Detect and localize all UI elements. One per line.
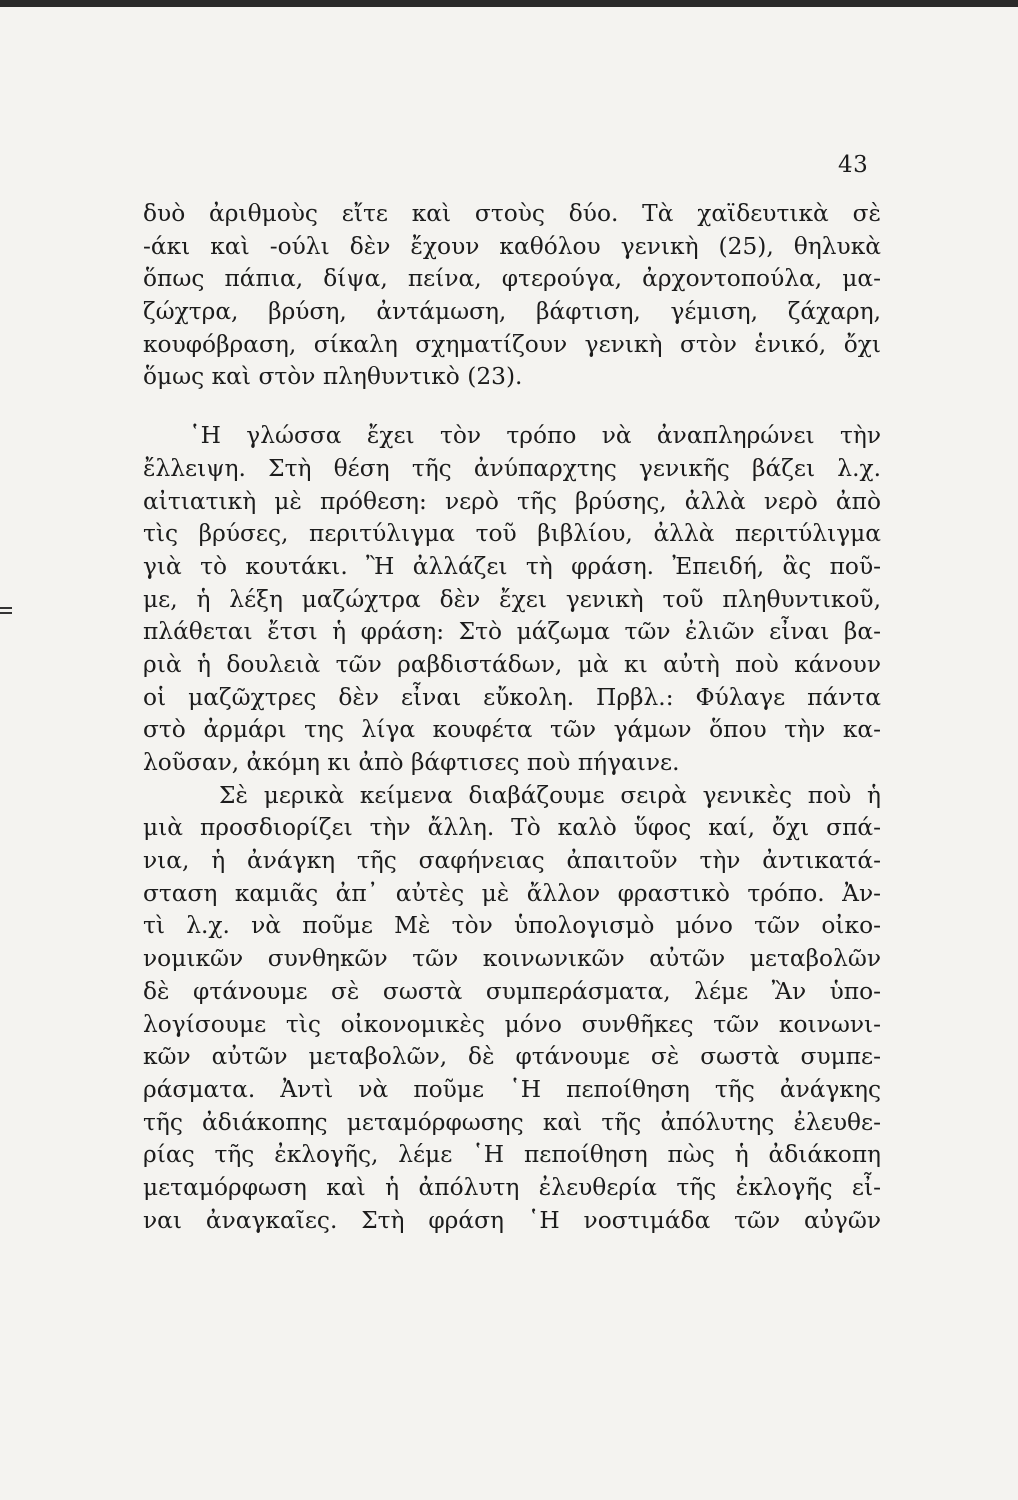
text-line: οἱ μαζῶχτρες δὲν εἶναι εὔκολη. Πρβλ.: Φύλαγε πάντα: [143, 683, 881, 711]
text-line: λογίσουμε τὶς οἰκονομικὲς μόνο συνθῆκες τῶν κοινωνι-: [143, 1010, 881, 1038]
text-line: με, ἡ λέξη μαζώχτρα δὲν ἔχει γενικὴ τοῦ πληθυντικοῦ,: [143, 585, 881, 613]
text-line: μιὰ προσδιορίζει τὴν ἄλλη. Τὸ καλὸ ὕφος καί, ὄχι σπά-: [143, 814, 881, 842]
text-line: νια, ἡ ἀνάγκη τῆς σαφήνειας ἀπαιτοῦν τὴν ἀντικατά-: [143, 847, 881, 875]
page-top-edge: [0, 0, 1018, 7]
text-line: τὶ λ.χ. νὰ ποῦμε Μὲ τὸν ὑπολογισμὸ μόνο τῶν οἰκο-: [143, 912, 881, 940]
text-line: νομικῶν συνθηκῶν τῶν κοινωνικῶν αὐτῶν μεταβολῶν: [143, 945, 881, 973]
text-line: πλάθεται ἔτσι ἡ φράση: Στὸ μάζωμα τῶν ἐλιῶν εἶναι βα-: [143, 618, 881, 646]
page-number: 43: [838, 152, 869, 178]
text-line: ἔλλειψη. Στὴ θέση τῆς ἀνύπαρχτης γενικῆς βάζει λ.χ.: [143, 454, 881, 482]
text-line: ῾Η γλώσσα ἔχει τὸν τρόπο νὰ ἀναπληρώνει τὴν: [189, 422, 881, 450]
body-text: [143, 198, 881, 1237]
text-line: Σὲ μερικὰ κείμενα διαβάζουμε σειρὰ γενικὲς ποὺ ἡ: [219, 781, 881, 809]
paragraph-gap: [143, 394, 881, 420]
margin-mark: [0, 607, 12, 621]
text-line: ράσματα. Ἀντὶ νὰ ποῦμε ῾Η πεποίθηση τῆς ἀνάγκης: [143, 1075, 881, 1103]
text-line: αἰτιατικὴ μὲ πρόθεση: νερὸ τῆς βρύσης, ἀλλὰ νερὸ ἀπὸ: [143, 487, 881, 515]
paragraph: [143, 198, 881, 394]
text-line: δὲ φτάνουμε σὲ σωστὰ συμπεράσματα, λέμε Ἂν ὑπο-: [143, 977, 881, 1005]
text-line: ριὰ ἡ δουλειὰ τῶν ραβδιστάδων, μὰ κι αὐτὴ ποὺ κάνουν: [143, 650, 881, 678]
text-line: τῆς ἀδιάκοπης μεταμόρφωσης καὶ τῆς ἀπόλυτης ἐλευθε-: [143, 1108, 881, 1136]
text-line: ζώχτρα, βρύση, ἀντάμωση, βάφτιση, γέμιση, ζάχαρη,: [143, 298, 881, 326]
text-line: ὅπως πάπια, δίψα, πείνα, φτερούγα, ἀρχοντοπούλα, μα-: [143, 265, 881, 293]
text-line: ὅμως καὶ στὸν πληθυντικὸ (23).: [143, 363, 523, 391]
text-line: ρίας τῆς ἐκλογῆς, λέμε ῾Η πεποίθηση πὼς ἡ ἀδιάκοπη: [143, 1141, 881, 1169]
paragraph: [143, 420, 881, 1237]
text-line: ναι ἀναγκαῖες. Στὴ φράση ῾Η νοστιμάδα τῶν αὐγῶν: [143, 1206, 881, 1234]
text-line: κῶν αὐτῶν μεταβολῶν, δὲ φτάνουμε σὲ σωστὰ συμπε-: [143, 1043, 881, 1071]
text-line: γιὰ τὸ κουτάκι. Ἢ ἀλλάζει τὴ φράση. Ἐπειδή, ἂς ποῦ-: [143, 552, 881, 580]
text-line: μεταμόρφωση καὶ ἡ ἀπόλυτη ἐλευθερία τῆς ἐκλογῆς εἶ-: [143, 1173, 881, 1201]
text-line: στὸ ἀρμάρι της λίγα κουφέτα τῶν γάμων ὅπου τὴν κα-: [143, 716, 881, 744]
text-line: σταση καμιᾶς ἀπ᾽ αὐτὲς μὲ ἄλλον φραστικὸ τρόπο. Ἀν-: [143, 879, 881, 907]
text-line: δυὸ ἀριθμοὺς εἴτε καὶ στοὺς δύο. Τὰ χαϊδευτικὰ σὲ: [143, 200, 881, 227]
text-line: -άκι καὶ -ούλι δὲν ἔχουν καθόλου γενικὴ (25), θηλυκὰ: [143, 232, 881, 260]
text-line: τὶς βρύσες, περιτύλιγμα τοῦ βιβλίου, ἀλλὰ περιτύλιγμα: [143, 520, 881, 548]
text-line: λοῦσαν, ἀκόμη κι ἀπὸ βάφτισες ποὺ πήγαινε.: [143, 749, 680, 776]
text-line: κουφόβραση, σίκαλη σχηματίζουν γενικὴ στὸν ἑνικό, ὄχι: [143, 330, 881, 358]
